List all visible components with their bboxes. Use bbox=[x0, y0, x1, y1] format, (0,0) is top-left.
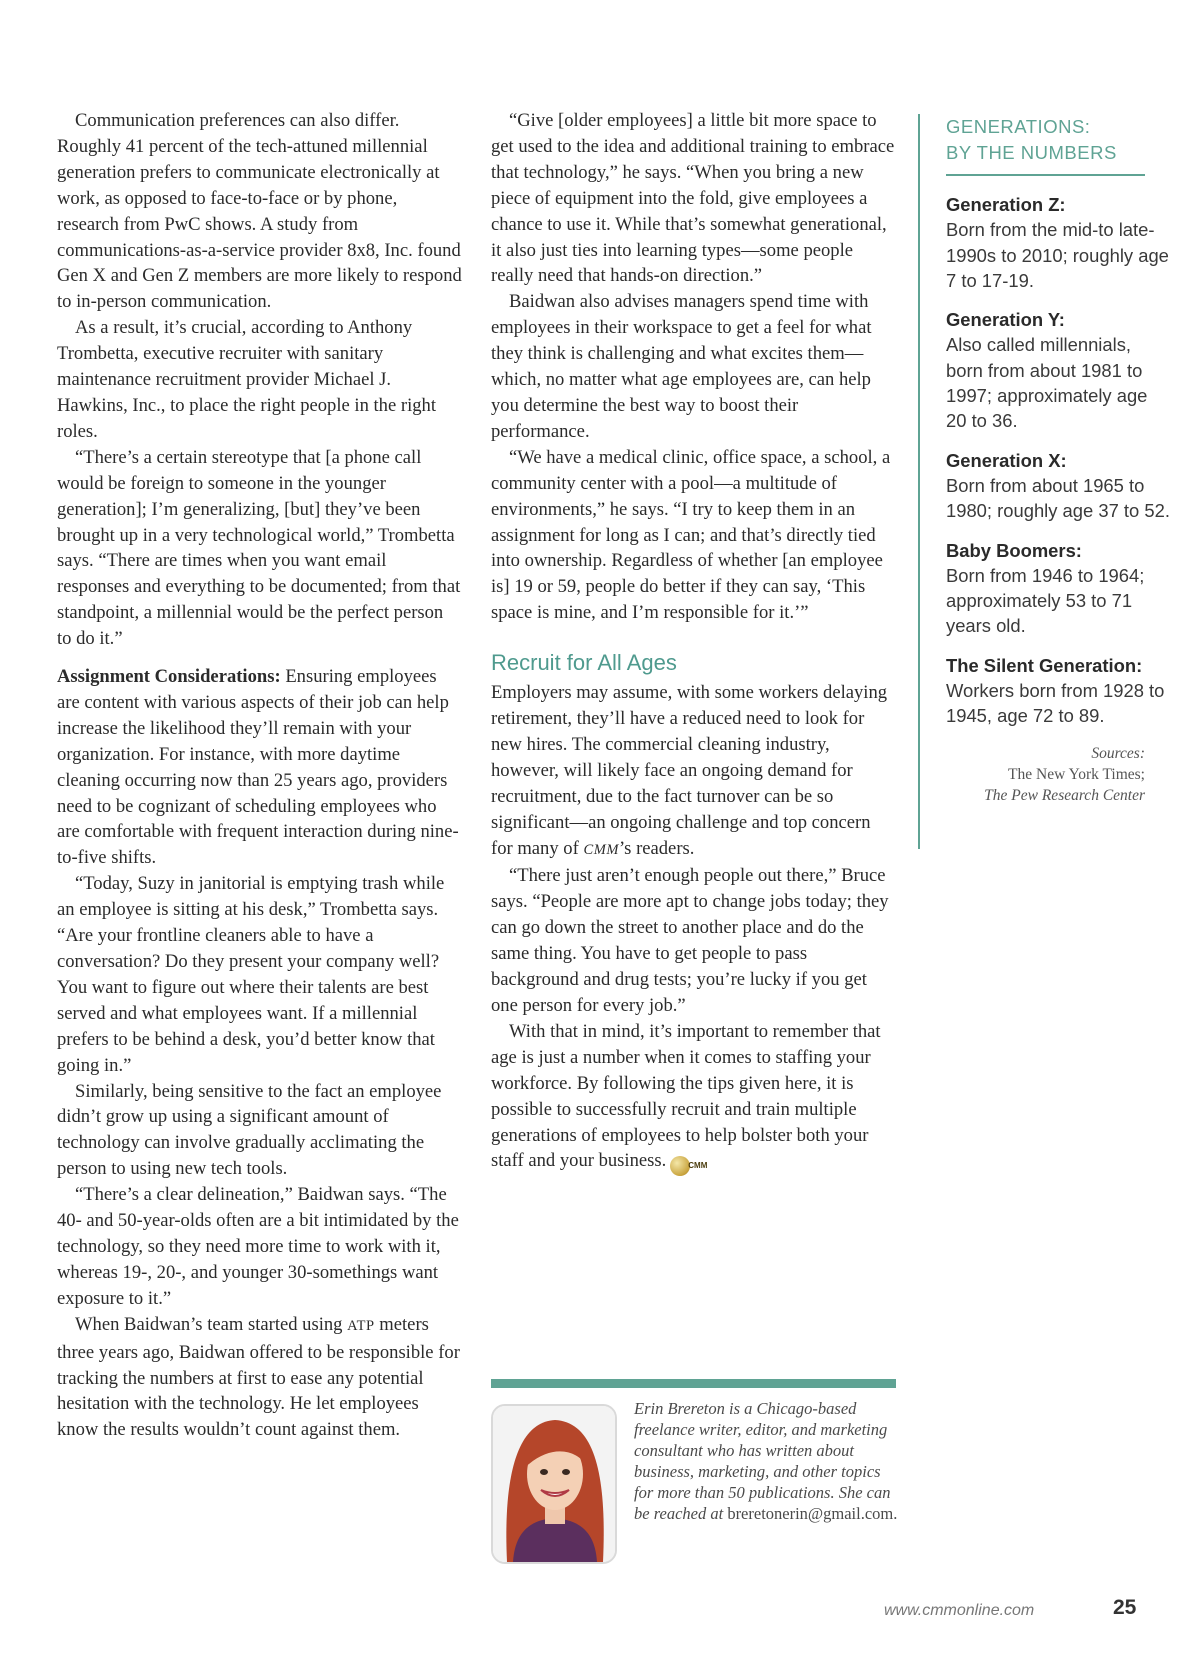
author-portrait-icon bbox=[493, 1406, 615, 1562]
paragraph: “There’s a clear delineation,” Baidwan says. “The 40- and 50-year-olds often are a bit intimidated by the technology, so they need more time to work with it, whereas 19-, 20-, and younger 30-somethings want exposure to it.” bbox=[57, 1184, 459, 1309]
cmm-abbreviation: CMM bbox=[583, 841, 620, 858]
paragraph bbox=[57, 1312, 462, 1444]
paragraph: “We have a medical clinic, office space, a school, a community center with a pool—a multitude of environments,” he says. “I try to keep them in an assignment for long as I can; and that’s directly tied into ownership. Regardless of whether [an employee is] 19 or 59, people do better if they can say, ‘This space is mine, and I’m responsible for it.’” bbox=[491, 446, 891, 624]
paragraph: As a result, it’s crucial, according to Anthony Trombetta, executive recruiter with sanitary maintenance recruitment provider Michael J. Hawkins, Inc., to place the right people in the right roles. bbox=[57, 317, 437, 442]
author-bio-text: Erin Brereton is a Chicago-based freelance writer, editor, and marketing consultant who has written about business, marketing, and other topics for more than 50 publications. She can be reached at bbox=[634, 1399, 891, 1524]
generation-name: The Silent Generation: bbox=[946, 654, 1143, 676]
source-item: The Pew Research Center bbox=[984, 786, 1145, 804]
generation-entry bbox=[946, 448, 1171, 524]
sidebar-title-line: BY THE NUMBERS bbox=[946, 142, 1117, 163]
article-column-1 bbox=[57, 108, 462, 1443]
footer-url[interactable]: www.cmmonline.com bbox=[884, 1602, 1035, 1619]
paragraph: Baidwan also advises managers spend time with employees in their workspace to get a feel for what they think is challenging and what excites them—which, no matter what age employees are, can help you determine the best way to boost their performance. bbox=[491, 291, 872, 442]
bio-divider bbox=[491, 1379, 896, 1388]
generation-description: Born from 1946 to 1964; approximately 53 to 71 years old. bbox=[946, 564, 1145, 637]
generation-description: Born from the mid-to late-1990s to 2010; roughly age 7 to 17-19. bbox=[946, 219, 1169, 291]
generation-entry bbox=[946, 538, 1171, 639]
paragraph bbox=[491, 1019, 896, 1177]
run-in-heading: Assignment Considerations: bbox=[57, 666, 281, 688]
generation-entry bbox=[946, 192, 1171, 293]
paragraph: “Today, Suzy in janitorial is emptying trash while an employee is sitting at his desk,” Trombetta says. “Are your frontline cleaners able to have a conversation? Do they present your company well? You want to figure out where their talents are best served and what employees want. If a millennial prefers to be behind a desk, you’d better know that going in.” bbox=[57, 873, 445, 1076]
page-number: 25 bbox=[1113, 1596, 1137, 1619]
paragraph-text: With that in mind, it’s important to remember that age is just a number when it comes to staffing your workforce. By following the tips given here, it is possible to successfully recruit and train multiple generations of employees to help bolster both your staff and your business. bbox=[491, 1020, 881, 1172]
generation-entry bbox=[946, 307, 1171, 433]
generation-name: Generation Z: bbox=[946, 194, 1066, 215]
author-photo bbox=[491, 1404, 617, 1564]
paragraph: “There just aren’t enough people out there,” Bruce says. “People are more apt to change jobs today; they can go down the street to another place and do the same thing. You have to get people to pass background and drug tests; you’re lucky if you get one person for every job.” bbox=[491, 865, 889, 1016]
author-bio bbox=[634, 1398, 899, 1525]
sidebar-title bbox=[946, 114, 1145, 176]
generation-description: Workers born from 1928 to 1945, age 72 to 89. bbox=[946, 680, 1165, 727]
sources-label: Sources: bbox=[1091, 744, 1145, 762]
end-mark-icon: CMM bbox=[670, 1156, 690, 1176]
atp-acronym: ATP bbox=[347, 1317, 375, 1334]
article-column-2 bbox=[491, 108, 896, 1176]
paragraph: Similarly, being sensitive to the fact an employee didn’t grow up using a significant amount of technology can involve gradually acclimating the person to using new tech tools. bbox=[57, 1080, 442, 1180]
paragraph-text: meters three years ago, Baidwan offered to be responsible for tracking the numbers at first to ease any potential hesitation with the technology. He let employees know the results wouldn’t count against them. bbox=[57, 1313, 460, 1441]
sidebar-title-line: GENERATIONS: bbox=[946, 116, 1091, 137]
paragraph bbox=[491, 680, 896, 863]
generation-name: Generation Y: bbox=[946, 309, 1065, 331]
generation-name: Baby Boomers: bbox=[946, 539, 1082, 561]
paragraph: Communication preferences can also differ. Roughly 41 percent of the tech-attuned millennial generation prefers to communicate electronically at work, as opposed to face-to-face or by phone, research from PwC shows. A study from communications-as-a-service provider 8x8, Inc. found Gen X and Gen Z members are more likely to respond to in-person communication. bbox=[57, 110, 462, 313]
paragraph-assignment-considerations bbox=[57, 664, 462, 871]
author-email[interactable]: breretonerin@gmail.com. bbox=[727, 1504, 898, 1524]
generations-sidebar bbox=[918, 114, 1171, 849]
paragraph-text: When Baidwan’s team started using bbox=[75, 1313, 348, 1335]
paragraph-text: ’s readers. bbox=[619, 837, 695, 859]
source-item: The New York Times; bbox=[1008, 765, 1145, 783]
generation-description: Born from about 1965 to 1980; roughly age 37 to 52. bbox=[946, 474, 1170, 522]
section-heading: Recruit for All Ages bbox=[491, 650, 677, 676]
paragraph: “There’s a certain stereotype that [a phone call would be foreign to someone in the younger generation]; I’m generalizing, [but] they’ve been brought up in a very technological world,” Trombetta says. “There are times when you want email responses and everything to be documented; from that standpoint, a millennial would be the perfect person to do it.” bbox=[57, 446, 461, 650]
paragraph-body: Ensuring employees are content with various aspects of their job can help increase the likelihood they’ll remain with your organization. For instance, with more daytime cleaning occurring now than 25 years ago, providers need to be cognizant of scheduling employees who are comfortable with frequent interaction during nine-to-five shifts. bbox=[57, 666, 459, 869]
generation-entry bbox=[946, 653, 1171, 729]
generation-name: Generation X: bbox=[946, 449, 1067, 471]
generation-description: Also called millennials, born from about 1981 to 1997; approximately age 20 to 36. bbox=[946, 334, 1148, 432]
paragraph: “Give [older employees] a little bit more space to get used to the idea and additional training to embrace that technology,” he says. “When you bring a new piece of equipment into the fold, give employees a chance to use it. While that’s somewhat generational, it also just ties into learning types—some people really need that hands-on direction.” bbox=[491, 110, 895, 287]
sources bbox=[946, 743, 1145, 806]
paragraph-text: Employers may assume, with some workers delaying retirement, they’ll have a reduced need to look for new hires. The commercial cleaning industry, however, will likely face an ongoing demand for recruitment, due to the fact turnover can be so significant—an ongoing challenge and top concern for many of bbox=[491, 682, 888, 859]
